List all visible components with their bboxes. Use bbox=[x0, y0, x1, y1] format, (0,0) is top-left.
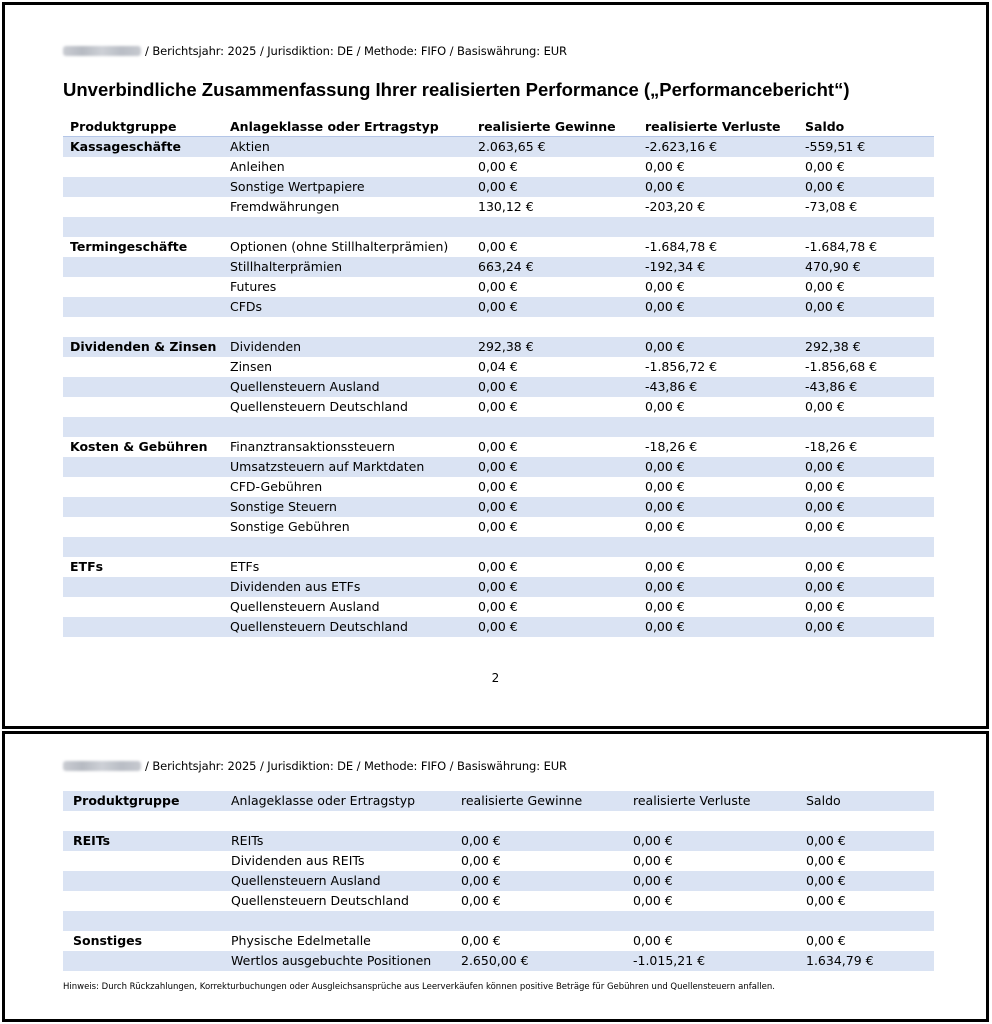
row-class: Fremdwährungen bbox=[230, 199, 340, 214]
row-class: CFD-Gebühren bbox=[230, 479, 323, 494]
row-group: Kosten & Gebühren bbox=[70, 439, 208, 454]
row-group: Dividenden & Zinsen bbox=[70, 339, 217, 354]
redacted-account-id bbox=[63, 46, 141, 56]
row-class: Sonstige Steuern bbox=[230, 499, 337, 514]
row-gains: 2.650,00 € bbox=[461, 953, 529, 968]
table-header-row bbox=[63, 117, 934, 137]
table-row bbox=[63, 831, 934, 851]
header-losses: realisierte Verluste bbox=[633, 793, 751, 808]
table-row bbox=[63, 851, 934, 871]
row-gains: 0,00 € bbox=[478, 559, 518, 574]
table-row bbox=[63, 497, 934, 517]
row-saldo: 0,00 € bbox=[805, 499, 845, 514]
row-saldo: 0,00 € bbox=[805, 479, 845, 494]
header-group: Produktgruppe bbox=[70, 119, 177, 134]
row-class: Stillhalterprämien bbox=[230, 259, 343, 274]
row-saldo: 1.634,79 € bbox=[806, 953, 874, 968]
row-gains: 0,00 € bbox=[478, 599, 518, 614]
row-saldo: 0,00 € bbox=[805, 179, 845, 194]
row-class: ETFs bbox=[230, 559, 260, 574]
table-row bbox=[63, 217, 934, 237]
table-row bbox=[63, 557, 934, 577]
row-losses: 0,00 € bbox=[645, 579, 685, 594]
report-page-1 bbox=[2, 2, 989, 729]
table-row bbox=[63, 931, 934, 951]
header-losses: realisierte Verluste bbox=[645, 119, 781, 134]
row-class: CFDs bbox=[230, 299, 263, 314]
row-saldo: 0,00 € bbox=[805, 579, 845, 594]
row-saldo: 0,00 € bbox=[805, 399, 845, 414]
row-class: Quellensteuern Deutschland bbox=[230, 619, 408, 634]
table-row bbox=[63, 297, 934, 317]
row-gains: 0,00 € bbox=[461, 873, 501, 888]
table-row bbox=[63, 317, 934, 337]
row-class: Wertlos ausgebuchte Positionen bbox=[231, 953, 432, 968]
row-losses: 0,00 € bbox=[645, 459, 685, 474]
table-row bbox=[63, 277, 934, 297]
table-row bbox=[63, 417, 934, 437]
table-row bbox=[63, 811, 934, 831]
row-gains: 0,00 € bbox=[478, 519, 518, 534]
row-class: Sonstige Gebühren bbox=[230, 519, 350, 534]
table-body bbox=[63, 811, 934, 971]
performance-table-continued bbox=[63, 791, 934, 971]
row-group: ETFs bbox=[70, 559, 104, 574]
row-class: Anleihen bbox=[230, 159, 285, 174]
page-title: Unverbindliche Zusammenfassung Ihrer realisierten Performance („Performancebericht“) bbox=[63, 79, 850, 100]
row-class: Finanztransaktionssteuern bbox=[230, 439, 395, 454]
row-losses: 0,00 € bbox=[645, 559, 685, 574]
row-gains: 0,00 € bbox=[478, 399, 518, 414]
table-row bbox=[63, 891, 934, 911]
table-row bbox=[63, 397, 934, 417]
row-class: Dividenden aus ETFs bbox=[230, 579, 361, 594]
row-losses: -2.623,16 € bbox=[645, 139, 718, 154]
row-gains: 0,00 € bbox=[478, 179, 518, 194]
row-class: Aktien bbox=[230, 139, 270, 154]
row-losses: -18,26 € bbox=[645, 439, 698, 454]
row-saldo: 0,00 € bbox=[805, 599, 845, 614]
row-saldo: 0,00 € bbox=[806, 873, 846, 888]
row-class: Quellensteuern Ausland bbox=[231, 873, 381, 888]
row-saldo: -1.856,68 € bbox=[805, 359, 878, 374]
header-class: Anlageklasse oder Ertragstyp bbox=[231, 793, 416, 808]
table-row bbox=[63, 357, 934, 377]
row-saldo: 0,00 € bbox=[806, 833, 846, 848]
table-row bbox=[63, 437, 934, 457]
row-saldo: -559,51 € bbox=[805, 139, 866, 154]
row-gains: 0,00 € bbox=[478, 479, 518, 494]
header-group: Produktgruppe bbox=[73, 793, 180, 808]
row-losses: 0,00 € bbox=[645, 399, 685, 414]
row-class: Dividenden aus REITs bbox=[231, 853, 365, 868]
row-class: Zinsen bbox=[230, 359, 273, 374]
row-gains: 0,00 € bbox=[478, 279, 518, 294]
row-saldo: 0,00 € bbox=[806, 933, 846, 948]
row-group: Sonstiges bbox=[73, 933, 143, 948]
table-row bbox=[63, 377, 934, 397]
table-row bbox=[63, 517, 934, 537]
row-gains: 663,24 € bbox=[478, 259, 534, 274]
redacted-account-id bbox=[63, 761, 141, 771]
table-row bbox=[63, 597, 934, 617]
footnote: Hinweis: Durch Rückzahlungen, Korrekturbuchungen oder Ausgleichsansprüche aus Leerverkäufen können positive Beträge für Gebühren und Quellensteuern anfallen. bbox=[63, 982, 775, 992]
row-class: Dividenden bbox=[230, 339, 302, 354]
table-row bbox=[63, 197, 934, 217]
table-row bbox=[63, 577, 934, 597]
row-losses: 0,00 € bbox=[645, 599, 685, 614]
row-gains: 0,00 € bbox=[461, 833, 501, 848]
row-saldo: 0,00 € bbox=[805, 559, 845, 574]
table-row bbox=[63, 617, 934, 637]
table-row bbox=[63, 911, 934, 931]
table-row bbox=[63, 337, 934, 357]
meta-text: / Berichtsjahr: 2025 / Jurisdiktion: DE / Methode: FIFO / Basiswährung: EUR bbox=[145, 44, 567, 58]
table-body bbox=[63, 137, 934, 637]
row-saldo: -18,26 € bbox=[805, 439, 858, 454]
row-class: Optionen (ohne Stillhalterprämien) bbox=[230, 239, 449, 254]
table-row bbox=[63, 157, 934, 177]
row-gains: 0,00 € bbox=[461, 853, 501, 868]
row-saldo: 0,00 € bbox=[805, 299, 845, 314]
header-saldo: Saldo bbox=[806, 793, 841, 808]
row-gains: 292,38 € bbox=[478, 339, 534, 354]
row-class: Futures bbox=[230, 279, 277, 294]
report-meta-line bbox=[63, 759, 567, 773]
row-losses: 0,00 € bbox=[633, 893, 673, 908]
row-saldo: -1.684,78 € bbox=[805, 239, 878, 254]
table-row bbox=[63, 137, 934, 157]
row-saldo: 0,00 € bbox=[805, 459, 845, 474]
row-gains: 0,00 € bbox=[478, 499, 518, 514]
row-saldo: 0,00 € bbox=[806, 893, 846, 908]
row-losses: 0,00 € bbox=[633, 853, 673, 868]
report-meta-line bbox=[63, 44, 567, 58]
row-losses: 0,00 € bbox=[633, 933, 673, 948]
row-losses: -1.015,21 € bbox=[633, 953, 706, 968]
page-number: 2 bbox=[491, 671, 500, 685]
row-saldo: 0,00 € bbox=[806, 853, 846, 868]
row-gains: 0,00 € bbox=[478, 579, 518, 594]
row-losses: 0,00 € bbox=[645, 519, 685, 534]
row-class: Quellensteuern Ausland bbox=[230, 599, 380, 614]
row-class: Quellensteuern Deutschland bbox=[231, 893, 409, 908]
row-losses: 0,00 € bbox=[645, 159, 685, 174]
row-losses: 0,00 € bbox=[645, 279, 685, 294]
row-saldo: 0,00 € bbox=[805, 619, 845, 634]
row-saldo: 470,90 € bbox=[805, 259, 861, 274]
row-gains: 0,00 € bbox=[478, 619, 518, 634]
header-class: Anlageklasse oder Ertragstyp bbox=[230, 119, 439, 134]
row-group: Termingeschäfte bbox=[70, 239, 188, 254]
row-gains: 130,12 € bbox=[478, 199, 534, 214]
meta-text: / Berichtsjahr: 2025 / Jurisdiktion: DE / Methode: FIFO / Basiswährung: EUR bbox=[145, 759, 567, 773]
row-saldo: -43,86 € bbox=[805, 379, 858, 394]
table-row bbox=[63, 237, 934, 257]
row-class: Physische Edelmetalle bbox=[231, 933, 371, 948]
row-gains: 2.063,65 € bbox=[478, 139, 546, 154]
row-saldo: 0,00 € bbox=[805, 279, 845, 294]
row-losses: 0,00 € bbox=[633, 833, 673, 848]
table-row bbox=[63, 477, 934, 497]
row-saldo: 292,38 € bbox=[805, 339, 861, 354]
row-losses: -1.856,72 € bbox=[645, 359, 718, 374]
row-losses: 0,00 € bbox=[645, 339, 685, 354]
table-row bbox=[63, 871, 934, 891]
row-class: REITs bbox=[231, 833, 264, 848]
performance-table bbox=[63, 117, 934, 637]
row-class: Sonstige Wertpapiere bbox=[230, 179, 365, 194]
table-row bbox=[63, 537, 934, 557]
row-gains: 0,04 € bbox=[478, 359, 518, 374]
table-row bbox=[63, 177, 934, 197]
row-losses: 0,00 € bbox=[645, 179, 685, 194]
row-losses: 0,00 € bbox=[645, 479, 685, 494]
table-header-row bbox=[63, 791, 934, 811]
header-gains: realisierte Gewinne bbox=[478, 119, 616, 134]
row-losses: -192,34 € bbox=[645, 259, 706, 274]
row-gains: 0,00 € bbox=[461, 933, 501, 948]
row-losses: -43,86 € bbox=[645, 379, 698, 394]
table-row bbox=[63, 951, 934, 971]
row-gains: 0,00 € bbox=[478, 459, 518, 474]
row-saldo: 0,00 € bbox=[805, 519, 845, 534]
table-row bbox=[63, 257, 934, 277]
report-page-2 bbox=[2, 731, 989, 1022]
row-gains: 0,00 € bbox=[478, 439, 518, 454]
row-losses: 0,00 € bbox=[645, 299, 685, 314]
row-gains: 0,00 € bbox=[478, 379, 518, 394]
row-gains: 0,00 € bbox=[461, 893, 501, 908]
row-group: Kassageschäfte bbox=[70, 139, 181, 154]
header-gains: realisierte Gewinne bbox=[461, 793, 583, 808]
row-class: Quellensteuern Ausland bbox=[230, 379, 380, 394]
header-saldo: Saldo bbox=[805, 119, 845, 134]
row-losses: 0,00 € bbox=[633, 873, 673, 888]
row-class: Quellensteuern Deutschland bbox=[230, 399, 408, 414]
row-group: REITs bbox=[73, 833, 111, 848]
row-gains: 0,00 € bbox=[478, 159, 518, 174]
row-losses: -1.684,78 € bbox=[645, 239, 718, 254]
row-gains: 0,00 € bbox=[478, 239, 518, 254]
row-class: Umsatzsteuern auf Marktdaten bbox=[230, 459, 425, 474]
row-losses: 0,00 € bbox=[645, 499, 685, 514]
row-gains: 0,00 € bbox=[478, 299, 518, 314]
row-saldo: -73,08 € bbox=[805, 199, 858, 214]
table-row bbox=[63, 457, 934, 477]
row-losses: -203,20 € bbox=[645, 199, 706, 214]
row-losses: 0,00 € bbox=[645, 619, 685, 634]
row-saldo: 0,00 € bbox=[805, 159, 845, 174]
